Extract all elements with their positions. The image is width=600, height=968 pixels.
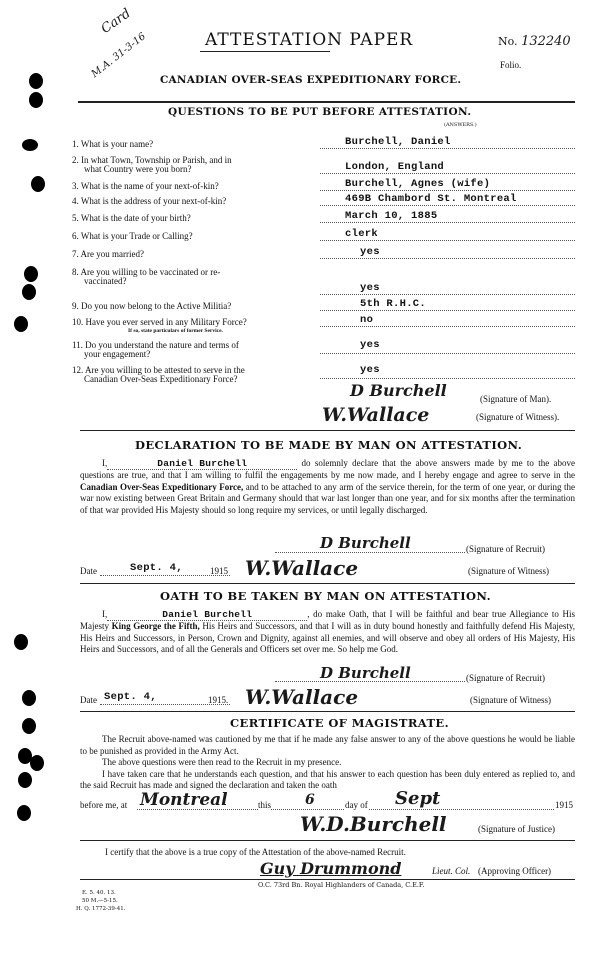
question-text-cont: If so, state particulars of former Service.: [128, 328, 223, 334]
form-code: E. 5. 40. 13.: [82, 890, 116, 896]
declaration-name: Daniel Burchell: [107, 458, 297, 470]
question-text-cont: Canadian Over-Seas Expeditionary Force?: [84, 374, 238, 384]
certificate-day: 6: [305, 792, 315, 808]
certificate-month: Sept: [395, 788, 441, 809]
document-subtitle: CANADIAN OVER-SEAS EXPEDITIONARY FORCE.: [160, 74, 462, 86]
answer-value: Burchell, Agnes (wife): [345, 178, 491, 190]
answer-line: [320, 353, 575, 354]
oath-date: Sept. 4,: [104, 691, 157, 703]
punch-hole: [14, 316, 28, 332]
signature-witness-label: (Signature of Witness): [470, 695, 551, 705]
answer-value: London, England: [345, 161, 445, 173]
answer-value: March 10, 1885: [345, 210, 438, 222]
answer-line: [320, 205, 575, 206]
question-text: 10. Have you ever served in any Military Force?: [72, 317, 247, 327]
punch-hole: [24, 266, 38, 282]
question-text: 2. In what Town, Township or Parish, and in: [72, 155, 232, 165]
question-text: 12. Are you willing to be attested to serve in the: [72, 365, 245, 375]
oath-year: 1915.: [208, 695, 229, 705]
document-title: ATTESTATION PAPER: [205, 30, 414, 50]
question-text: 8. Are you willing to be vaccinated or re-: [72, 267, 221, 277]
approving-officer-label: (Approving Officer): [478, 866, 552, 876]
date-label: Date: [80, 695, 97, 705]
divider: [78, 101, 575, 103]
answer-line: [320, 222, 575, 223]
form-code: H. Q. 1772-39-41.: [76, 906, 126, 912]
punch-hole: [22, 284, 36, 300]
signature-line: [275, 681, 465, 682]
signature-recruit: D Burchell: [320, 534, 411, 552]
answer-line: [320, 294, 575, 295]
answer-value: clerk: [345, 228, 379, 240]
question-text: 9. Do you now belong to the Active Militia?: [72, 301, 232, 311]
answer-line: [320, 378, 575, 379]
signature-officer: Guy Drummond: [260, 859, 402, 878]
signature-justice-label: (Signature of Justice): [478, 824, 555, 834]
punch-hole: [18, 772, 32, 788]
signature-man: D Burchell: [350, 381, 447, 400]
question-text-cont: vaccinated?: [84, 276, 127, 286]
question-text: 6. What is your Trade or Calling?: [72, 231, 193, 241]
signature-recruit-label: (Signature of Recruit): [466, 673, 545, 683]
answer-line: [320, 148, 575, 149]
divider: [80, 583, 575, 584]
certificate-text: The Recruit above-named was cautioned by me that if he made any false answer to any of the above questions he would be liable to be punished as provided in the Army Act. The above questions were then read to the Recruit in my presence. I have taken care that he understands each question, and that his answer to each question has been duly entered as replied to, and the said Recruit has made and signed the declaration and taken the oath: [80, 734, 575, 791]
folio-label: Folio.: [500, 60, 522, 70]
declaration-text: I, Daniel Burchell do solemnly declare that the above answers made by me to the above questions are true, and that I am willing to fulfil the engagements by me now made, and I hereby engage and agree to serve in the Canadian Over-Seas Expeditionary Force, and to be attached to any arm of the service therein, for the term of one year, or during the war now existing between Great Britain and Germany should that war last longer than one year, and for six months after the termination of that war provided His Majesty should so long require my services, or until legally discharged.: [80, 458, 575, 515]
signature-man-label: (Signature of Man).: [480, 394, 552, 404]
section-heading-declaration: DECLARATION TO BE MADE BY MAN ON ATTESTATION.: [135, 438, 523, 452]
signature-justice: W.D.Burchell: [300, 812, 447, 836]
answer-value: Burchell, Daniel: [345, 136, 451, 148]
question-text: 7. Are you married?: [72, 249, 144, 259]
date-label: Date: [80, 566, 97, 576]
question-text-cont: what Country were you born?: [84, 164, 192, 174]
punch-hole: [22, 139, 38, 151]
punch-hole: [17, 805, 31, 821]
officer-rank: Lieut. Col.: [432, 866, 471, 876]
signature-witness: W.Wallace: [245, 556, 359, 580]
section-heading-questions: QUESTIONS TO BE PUT BEFORE ATTESTATION.: [168, 106, 472, 118]
day-of-label: day of: [345, 800, 368, 810]
margin-note: Card: [98, 6, 134, 37]
divider: [200, 51, 330, 52]
answer-value: yes: [360, 282, 380, 294]
punch-hole: [31, 176, 45, 192]
signature-witness: W.Wallace: [322, 404, 430, 426]
answer-value: yes: [360, 364, 380, 376]
signature-recruit-label: (Signature of Recruit): [466, 544, 545, 554]
punch-hole: [22, 718, 36, 734]
section-heading-certificate: CERTIFICATE OF MAGISTRATE.: [230, 716, 450, 730]
signature-witness-label: (Signature of Witness): [468, 566, 549, 576]
answer-line: [320, 190, 575, 191]
question-text-cont: your engagement?: [84, 349, 151, 359]
declaration-year: 1915: [210, 566, 228, 576]
section-heading-oath: OATH TO BE TAKEN BY MAN ON ATTESTATION.: [160, 589, 491, 603]
answer-value: no: [360, 314, 374, 326]
answer-value: yes: [360, 339, 380, 351]
signature-line: [275, 552, 465, 553]
question-text: 1. What is your name?: [72, 139, 154, 149]
signature-witness: W.Wallace: [245, 685, 359, 709]
answers-label: (ANSWERS.): [444, 122, 477, 128]
before-me-label: before me, at: [80, 800, 128, 810]
divider: [80, 840, 575, 841]
answer-line: [320, 258, 575, 259]
answer-value: 469B Chambord St. Montreal: [345, 193, 517, 205]
punch-hole: [14, 634, 28, 650]
officer-unit: O.C. 73rd Bn. Royal Highlanders of Canada, C.E.F.: [258, 881, 425, 889]
divider: [80, 879, 575, 880]
question-text: 3. What is the name of your next-of-kin?: [72, 181, 219, 191]
margin-note: M.A. 31-3-16: [89, 30, 149, 81]
answer-value: 5th R.H.C.: [360, 298, 427, 310]
punch-hole: [22, 690, 36, 706]
certificate-place: Montreal: [140, 790, 228, 810]
answer-line: [320, 173, 575, 174]
answer-line: [320, 326, 575, 327]
signature-witness-label: (Signature of Witness).: [476, 412, 560, 422]
declaration-date: Sept. 4,: [130, 562, 183, 574]
signature-recruit: D Burchell: [320, 664, 411, 682]
divider: [80, 711, 575, 712]
question-text: 11. Do you understand the nature and terms of: [72, 340, 239, 350]
certify-text: I certify that the above is a true copy of the Attestation of the above-named Recruit.: [105, 847, 406, 857]
certificate-year: 1915: [555, 800, 573, 810]
question-text: 4. What is the address of your next-of-kin?: [72, 196, 227, 206]
answer-value: yes: [360, 246, 380, 258]
oath-text: I, Daniel Burchell , do make Oath, that I will be faithful and bear true Allegiance to His Majesty King George the Fifth, His Heirs and Successors, and that I will as in duty bound honestly and faithfully defend His Majesty, His Heirs and Successors, in Person, Crown and Dignity, against all enemies, and will observe and obey all orders of His Majesty, His Heirs and Successors, and of all the Generals and Officers set over me. So help me God.: [80, 609, 576, 655]
punch-hole: [29, 73, 43, 89]
punch-hole: [30, 755, 44, 771]
punch-hole: [29, 92, 43, 108]
oath-name: Daniel Burchell: [107, 609, 307, 621]
divider: [80, 430, 575, 431]
answer-line: [320, 310, 575, 311]
this-label: this: [258, 800, 272, 810]
document-number: No. 132240: [498, 34, 571, 49]
answer-line: [320, 240, 575, 241]
form-code: 50 M.—5-15.: [82, 898, 118, 904]
question-text: 5. What is the date of your birth?: [72, 213, 191, 223]
